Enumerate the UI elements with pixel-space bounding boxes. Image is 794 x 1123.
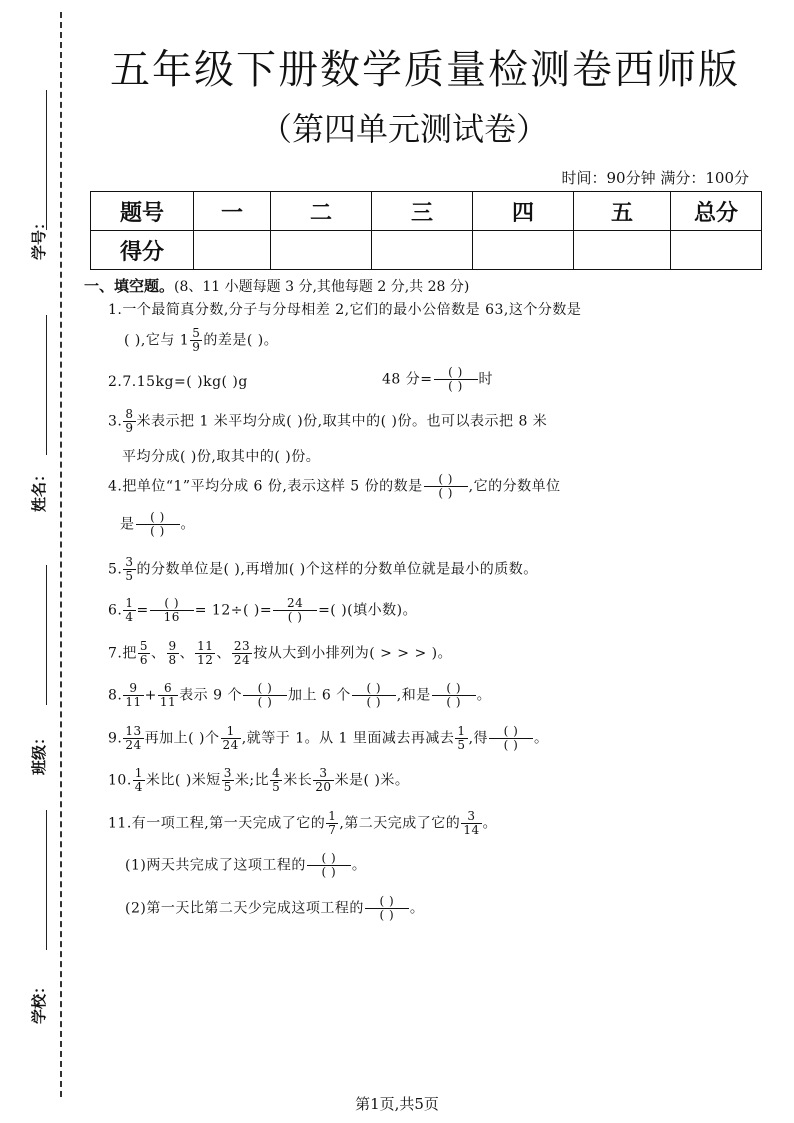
numerator: 4 [272,766,281,780]
q3-text: 米表示把 1 米平均分成( )份,取其中的( )份。也可以表示把 8 米 [136,413,548,430]
answer-fraction-blank[interactable] [489,725,533,752]
denominator: 4 [125,610,134,624]
numerator: 1 [125,596,134,610]
denominator: 20 [315,780,332,794]
school-line[interactable] [46,810,47,950]
score-cell[interactable] [574,231,671,270]
page-title: 五年级下册数学质量检测卷西师版 [110,47,740,93]
denominator: ( ) [243,695,287,709]
score-table [90,191,762,270]
answer-fraction-blank[interactable] [150,597,194,624]
q10-text: 米比( )米短 [145,772,221,789]
numerator: 5 [192,326,201,340]
numerator: 1 [328,809,337,823]
denominator: 11 [159,695,177,709]
numerator: 11 [197,639,214,653]
q4-text: 。 [180,516,195,533]
denominator: ( ) [273,610,317,624]
score-cell[interactable] [271,231,372,270]
q3-text: 3. [108,413,123,430]
numerator: 9 [168,639,177,653]
question-1-line-1: 1.一个最简真分数,分子与分母相差 2,它们的最小公倍数是 63,这个分数是 [108,302,582,318]
fraction [326,810,338,837]
score-header-cell: 二 [271,192,372,231]
q8-text: 。 [476,687,492,704]
numerator: 1 [226,724,235,738]
q11-text: 11.有一项工程,第一天完成了它的 [108,815,326,832]
denominator: ( ) [424,486,468,500]
q7-text: 、 [216,645,231,662]
page-subtitle: （第四单元测试卷） [260,110,549,148]
name-line[interactable] [46,315,47,455]
question-2-part-a: 2.7.15kg=( )kg( )g [108,374,248,390]
denominator: 11 [125,695,142,709]
fraction [123,597,135,624]
denominator: 24 [125,738,142,752]
denominator: 4 [134,780,143,794]
score-table-score-row [91,231,762,270]
q4-text: ,它的分数单位 [468,478,561,495]
answer-fraction-blank[interactable] [243,682,287,709]
denominator: 5 [272,780,281,794]
score-header-cell: 五 [574,192,671,231]
fraction [461,810,481,837]
q8-text: + [144,687,157,704]
q9-text: ,就等于 1。从 1 里面减去再减去 [241,730,455,747]
q8-text: 表示 9 个 [179,687,242,704]
numerator: ( ) [446,681,462,695]
answer-fraction-blank[interactable] [136,511,180,538]
score-cell[interactable] [194,231,271,270]
score-header-cell: 三 [372,192,473,231]
q7-text: 、 [179,645,195,662]
q1-text: 的差是( )。 [203,332,279,349]
q4-text: 4.把单位“1”平均分成 6 份,表示这样 5 份的数是 [108,478,423,495]
student-id-label: 学号： [30,214,48,260]
question-5 [108,556,538,583]
denominator: 8 [168,653,177,667]
question-6 [108,597,417,624]
denominator: 9 [125,421,134,435]
question-4-line-1 [108,473,561,500]
numerator: 3 [125,555,134,569]
fraction [270,767,282,794]
score-row-label: 得分 [91,231,194,270]
numerator: ( ) [150,510,165,524]
score-table-header-row [91,192,762,231]
class-label: 班级： [30,729,48,775]
numerator: ( ) [321,851,337,865]
q7-text: 按从大到小排列为( > > > )。 [253,645,453,662]
section-1-title: 一、填空题。 [84,277,175,295]
fraction [123,408,135,435]
question-1-line-2 [124,327,278,354]
score-cell[interactable] [372,231,473,270]
question-9 [108,725,549,752]
q11-text: 。 [482,815,498,832]
denominator: 5 [125,569,134,583]
numerator: ( ) [164,596,180,610]
numerator: ( ) [448,365,463,379]
fraction [123,725,143,752]
question-2-part-b [382,366,493,393]
numerator: 9 [129,681,138,695]
numerator: 1 [457,724,466,738]
answer-fraction-blank[interactable] [273,597,317,624]
numerator: 3 [223,766,232,780]
name-label: 姓名： [30,466,48,512]
q2-text: 48 分= [382,371,433,388]
fraction [313,767,333,794]
question-11-part-2 [125,895,424,922]
fraction [455,725,467,752]
q6-text: = [136,602,149,619]
q5-text: 的分数单位是( ),再增加( )个这样的分数单位就是最小的质数。 [136,561,538,578]
numerator: 23 [233,639,251,653]
question-3-line-1 [108,408,547,435]
denominator: 24 [233,653,251,667]
denominator: 16 [150,610,194,624]
q10-text: 米;比 [234,772,270,789]
numerator: 13 [125,724,142,738]
q11-text: 。 [351,857,367,874]
numerator: ( ) [366,681,382,695]
q7-text: 7.把 [108,645,137,662]
class-line[interactable] [46,565,47,705]
numerator: 1 [134,766,143,780]
answer-fraction-blank[interactable] [352,682,396,709]
denominator: ( ) [432,695,476,709]
q8-text: 加上 6 个 [287,687,351,704]
q6-text: =( )(填小数)。 [318,602,418,619]
denominator: 5 [223,780,232,794]
denominator: ( ) [365,908,409,922]
q1-text: ( ),它与 1 [124,332,190,349]
q10-text: 米是( )米。 [334,772,410,789]
denominator: 12 [197,653,214,667]
time-info: 时间：90分钟 满分：100分 [561,169,749,187]
q11-text: ,第二天完成了它的 [339,815,461,832]
class-field [14,565,54,775]
denominator: ( ) [434,379,478,393]
numerator: 3 [319,766,328,780]
question-10 [108,767,409,794]
section-1-heading [84,275,469,296]
denominator: 7 [328,823,337,837]
fraction [167,640,179,667]
fraction [222,767,234,794]
fraction [158,682,178,709]
binding-dashed-line [60,12,62,1097]
name-field [14,315,54,512]
question-3-line-2: 平均分成( )份,取其中的( )份。 [122,449,321,465]
denominator: 24 [222,738,239,752]
q4-text: 是 [120,516,135,533]
numerator: 3 [467,809,476,823]
q9-text: ,得 [468,730,489,747]
fraction [195,640,215,667]
denominator: ( ) [489,738,533,752]
denominator: 5 [457,738,466,752]
q2-text: 时 [478,371,493,388]
q9-text: 。 [534,730,549,747]
q10-text: 米长 [283,772,313,789]
score-cell[interactable] [473,231,574,270]
denominator: ( ) [352,695,396,709]
denominator: 9 [192,340,201,354]
numerator: ( ) [257,681,273,695]
score-header-cell: 一 [194,192,271,231]
q7-text: 、 [151,645,166,662]
answer-fraction-blank[interactable] [432,682,476,709]
student-id-field [14,90,54,260]
denominator: 14 [463,823,480,837]
q5-text: 5. [108,561,123,578]
student-id-line[interactable] [46,90,47,230]
fraction [138,640,150,667]
fraction [221,725,241,752]
fraction [123,556,135,583]
numerator: 5 [139,639,148,653]
q11-text: 。 [409,900,425,917]
question-11-part-1 [125,852,366,879]
denominator: ( ) [136,524,180,538]
q11-text: (1)两天共完成了这项工程的 [125,857,306,874]
question-4-line-2 [120,511,195,538]
question-7 [108,640,452,667]
q9-text: 再加上( )个 [144,730,220,747]
q8-text: 8. [108,687,123,704]
section-1-note: (8、11 小题每题 3 分,其他每题 2 分,共 28 分) [174,279,470,295]
question-11 [108,810,497,837]
q6-text: 6. [108,602,123,619]
numerator: 24 [286,596,304,610]
score-cell[interactable] [671,231,762,270]
q10-text: 10. [108,772,132,789]
numerator: 6 [163,681,173,695]
q8-text: ,和是 [396,687,431,704]
fraction [232,640,252,667]
denominator: 6 [139,653,148,667]
answer-fraction-blank[interactable] [365,895,409,922]
fraction [133,767,145,794]
answer-fraction-blank[interactable] [434,366,478,393]
numerator: ( ) [379,894,395,908]
denominator: ( ) [307,865,351,879]
question-8 [108,682,491,709]
numerator: ( ) [438,472,453,486]
q11-text: (2)第一天比第二天少完成这项工程的 [125,900,364,917]
numerator: ( ) [503,724,519,738]
fraction [190,327,202,354]
school-label: 学校： [30,978,48,1024]
q6-text: = 12÷( )= [194,602,273,619]
answer-fraction-blank[interactable] [424,473,468,500]
q9-text: 9. [108,730,123,747]
score-header-cell: 四 [473,192,574,231]
fraction [123,682,143,709]
score-header-cell: 题号 [91,192,194,231]
school-field [14,810,54,1024]
answer-fraction-blank[interactable] [307,852,351,879]
score-header-cell: 总分 [671,192,762,231]
page-number: 第1页,共5页 [355,1095,439,1113]
numerator: 8 [125,407,134,421]
